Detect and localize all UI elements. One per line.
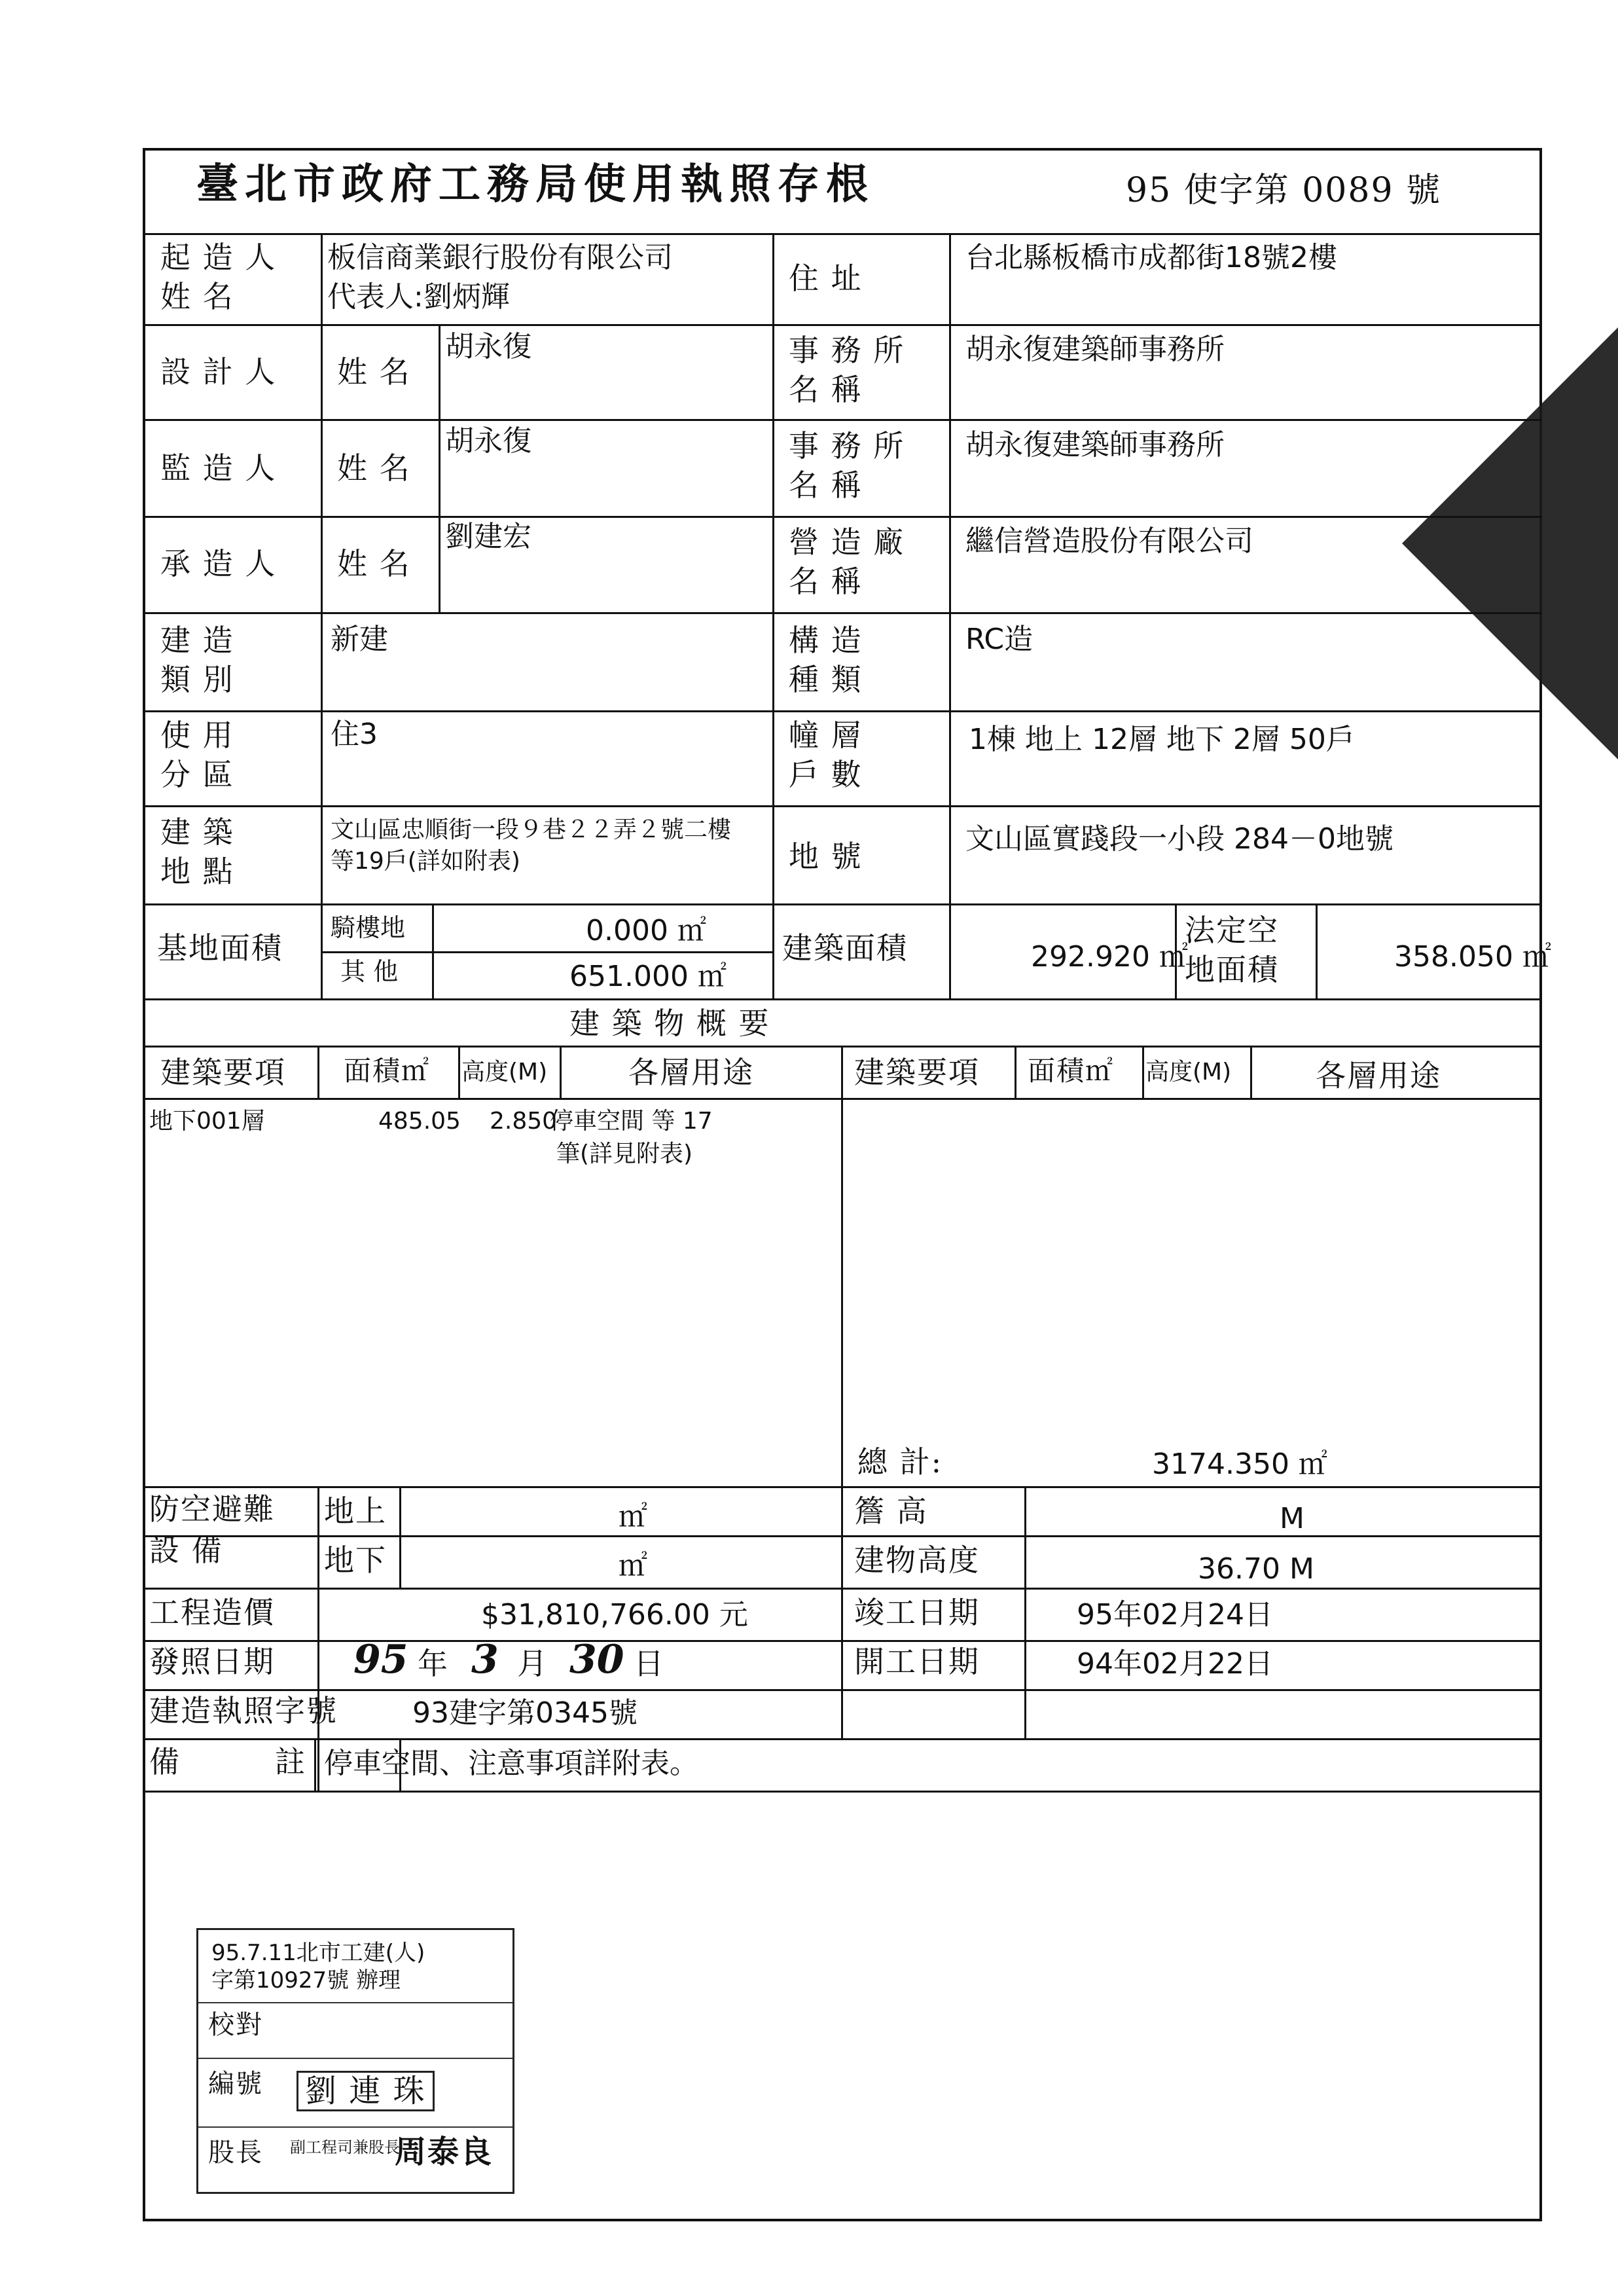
supervisor-name-label: 姓 名 — [337, 450, 411, 486]
rule — [439, 324, 440, 612]
arcade-label: 騎樓地 — [331, 913, 406, 942]
rule — [317, 1535, 848, 1537]
cost-value: $31,810,766.00 元 — [481, 1598, 748, 1631]
rule — [1015, 1046, 1016, 1098]
issue-month-unit: 月 — [517, 1646, 548, 1681]
build-type-value: 新建 — [331, 623, 388, 656]
building-height-label: 建物高度 — [854, 1542, 980, 1578]
location-label: 建 築 — [160, 814, 234, 850]
rule — [143, 998, 1542, 1000]
build-type-label: 建 造 — [160, 623, 234, 658]
build-type-label-2: 類 別 — [160, 662, 234, 697]
designer-label: 設 計 人 — [160, 354, 277, 390]
permit-label: 建造執照字號 — [149, 1693, 338, 1728]
official-seal-mark — [1402, 327, 1618, 759]
form-title: 臺北市政府工務局使用執照存根 — [196, 160, 874, 209]
rule — [1316, 903, 1318, 998]
stamp-chief-title: 副工程司兼股長 — [290, 2138, 400, 2157]
building-height: 36.70 M — [1198, 1552, 1314, 1586]
designer-office-label: 事 務 所 — [789, 333, 905, 368]
col-use-right: 各層用途 — [1316, 1058, 1441, 1093]
designer-office: 胡永復建築師事務所 — [965, 333, 1225, 366]
structure-value: RC造 — [965, 623, 1034, 656]
overview-row-area: 485.05 — [378, 1108, 461, 1135]
approval-stamp — [196, 1928, 514, 2194]
location-value-2: 等19戶(詳如附表) — [331, 848, 520, 875]
firm-label-2: 名 稱 — [789, 564, 863, 599]
rule — [560, 1046, 562, 1098]
floors-label-2: 戶 數 — [789, 757, 863, 792]
remark-label: 備 — [149, 1744, 181, 1779]
stamp-chief-label: 股長 — [208, 2138, 263, 2168]
rule — [399, 1486, 401, 1588]
building-area: 292.920 ㎡ — [1031, 940, 1188, 974]
overview-title: 建 築 物 概 要 — [569, 1006, 770, 1041]
location-value: 文山區忠順街一段９巷２２弄２號二樓 — [331, 816, 732, 843]
rule — [143, 903, 1542, 905]
permit-number: 95 使字第 0089 號 — [1126, 171, 1442, 210]
open-space-area: 358.050 ㎡ — [1394, 940, 1551, 974]
rule — [1250, 1046, 1252, 1098]
start-date: 94年02月22日 — [1077, 1647, 1273, 1681]
col-use-left: 各層用途 — [628, 1055, 754, 1090]
col-height-right: 高度(M) — [1145, 1059, 1232, 1085]
stamp-number-label: 編號 — [208, 2069, 263, 2099]
cost-label: 工程造價 — [149, 1595, 275, 1630]
supervisor-name: 胡永復 — [445, 424, 531, 458]
rule — [317, 1046, 319, 1098]
permit-value: 93建字第0345號 — [412, 1696, 638, 1730]
rule — [458, 1046, 460, 1098]
total-label: 總 計: — [857, 1444, 943, 1480]
rule — [841, 1046, 843, 1486]
stamp-check-label: 校對 — [208, 2010, 263, 2040]
start-label: 開工日期 — [854, 1644, 980, 1679]
contractor-label: 承 造 人 — [160, 546, 277, 581]
overview-row-item: 地下001層 — [149, 1108, 265, 1135]
applicant-rep: 代表人:劉炳輝 — [327, 280, 510, 314]
stamp-number-name: 劉 連 珠 — [297, 2071, 435, 2111]
applicant-address: 台北縣板橋市成都街18號2樓 — [965, 241, 1337, 274]
rule — [321, 233, 323, 998]
supervisor-office-label-2: 名 稱 — [789, 467, 863, 503]
col-area-left: 面積㎡ — [344, 1055, 431, 1087]
arcade-area: 0.000 ㎡ — [586, 914, 706, 947]
lot-value: 文山區實踐段一小段 284－0地號 — [965, 822, 1393, 856]
shelter-below-label: 地下 — [324, 1542, 387, 1578]
col-area-right: 面積㎡ — [1028, 1055, 1115, 1087]
floors-label: 幢 層 — [789, 718, 863, 753]
floors-value: 1棟 地上 12層 地下 2層 50戶 — [969, 723, 1355, 756]
shelter-label-2: 設 備 — [149, 1533, 223, 1568]
other-label: 其 他 — [340, 957, 399, 986]
header-divider — [143, 233, 1542, 235]
supervisor-office-label: 事 務 所 — [789, 428, 905, 464]
col-item-left: 建築要項 — [160, 1055, 286, 1090]
supervisor-office: 胡永復建築師事務所 — [965, 428, 1225, 462]
rule — [143, 419, 1542, 421]
applicant-label: 起 造 人 — [160, 240, 277, 275]
designer-name-label: 姓 名 — [337, 354, 411, 390]
issue-day-unit: 日 — [634, 1646, 665, 1681]
eave-label: 簷 高 — [854, 1493, 928, 1529]
rule — [1142, 1046, 1144, 1098]
rule — [772, 233, 774, 998]
zone-label-2: 分 區 — [160, 757, 234, 792]
zone-label: 使 用 — [160, 718, 234, 753]
supervisor-label: 監 造 人 — [160, 450, 277, 486]
overview-row-use-2: 筆(詳見附表) — [556, 1140, 693, 1167]
rule — [143, 805, 1542, 807]
rule — [143, 1791, 1542, 1793]
rule — [949, 233, 951, 998]
structure-label: 構 造 — [789, 623, 863, 658]
designer-name: 胡永復 — [445, 330, 531, 363]
rule — [317, 1486, 319, 1588]
structure-label-2: 種 類 — [789, 662, 863, 697]
site-area-label: 基地面積 — [157, 930, 283, 966]
remark-label-2: 註 — [275, 1744, 306, 1779]
designer-office-label-2: 名 稱 — [789, 372, 863, 407]
location-label-2: 地 點 — [160, 854, 234, 889]
rule — [143, 612, 1542, 614]
issue-day: 30 — [569, 1637, 624, 1683]
open-space-label-2: 地面積 — [1185, 952, 1279, 987]
remark-value: 停車空間、注意事項詳附表。 — [324, 1747, 698, 1780]
applicant-name: 板信商業銀行股份有限公司 — [327, 241, 673, 274]
rule — [317, 1738, 319, 1791]
rule — [143, 324, 1542, 326]
rule — [143, 1738, 1542, 1740]
col-item-right: 建築要項 — [854, 1055, 980, 1090]
zone-value: 住3 — [331, 718, 378, 751]
completion-date: 95年02月24日 — [1077, 1598, 1273, 1631]
building-area-label: 建築面積 — [782, 930, 908, 966]
rule — [143, 710, 1542, 712]
issue-year: 95 — [353, 1637, 408, 1683]
shelter-above-label: 地上 — [324, 1493, 387, 1529]
contractor-name-label: 姓 名 — [337, 546, 411, 581]
other-area: 651.000 ㎡ — [569, 960, 727, 993]
total-area: 3174.350 ㎡ — [1152, 1448, 1327, 1481]
address-label: 住 址 — [789, 261, 863, 296]
lot-label: 地 號 — [789, 839, 863, 874]
rule — [1024, 1486, 1026, 1738]
stamp-line1: 95.7.11北市工建(人) — [211, 1940, 425, 1966]
issue-year-unit: 年 — [418, 1646, 449, 1681]
stamp-line2: 字第10927號 辦理 — [211, 1967, 401, 1994]
shelter-label: 防空避難 — [149, 1491, 275, 1527]
col-height-left: 高度(M) — [461, 1059, 548, 1085]
issue-month: 3 — [471, 1637, 499, 1683]
issue-label: 發照日期 — [149, 1644, 275, 1679]
applicant-label-2: 姓 名 — [160, 279, 234, 314]
rule — [432, 903, 434, 998]
open-space-label: 法定空 — [1185, 913, 1279, 948]
overview-row-use: 停車空間 等 17 — [550, 1108, 713, 1135]
stamp-chief-name: 周泰良 — [395, 2134, 494, 2170]
contractor-name: 劉建宏 — [445, 520, 531, 553]
overview-row-height: 2.850 — [490, 1108, 558, 1135]
rule — [143, 516, 1542, 518]
rule — [321, 951, 772, 953]
shelter-below: ㎡ — [619, 1549, 647, 1582]
completion-label: 竣工日期 — [854, 1595, 980, 1630]
eave-value: M — [1280, 1502, 1304, 1535]
shelter-above: ㎡ — [619, 1500, 647, 1533]
rule — [314, 1738, 316, 1791]
firm-label: 營 造 廠 — [789, 524, 905, 560]
contractor-firm: 繼信營造股份有限公司 — [965, 524, 1253, 558]
rule — [841, 1486, 843, 1738]
